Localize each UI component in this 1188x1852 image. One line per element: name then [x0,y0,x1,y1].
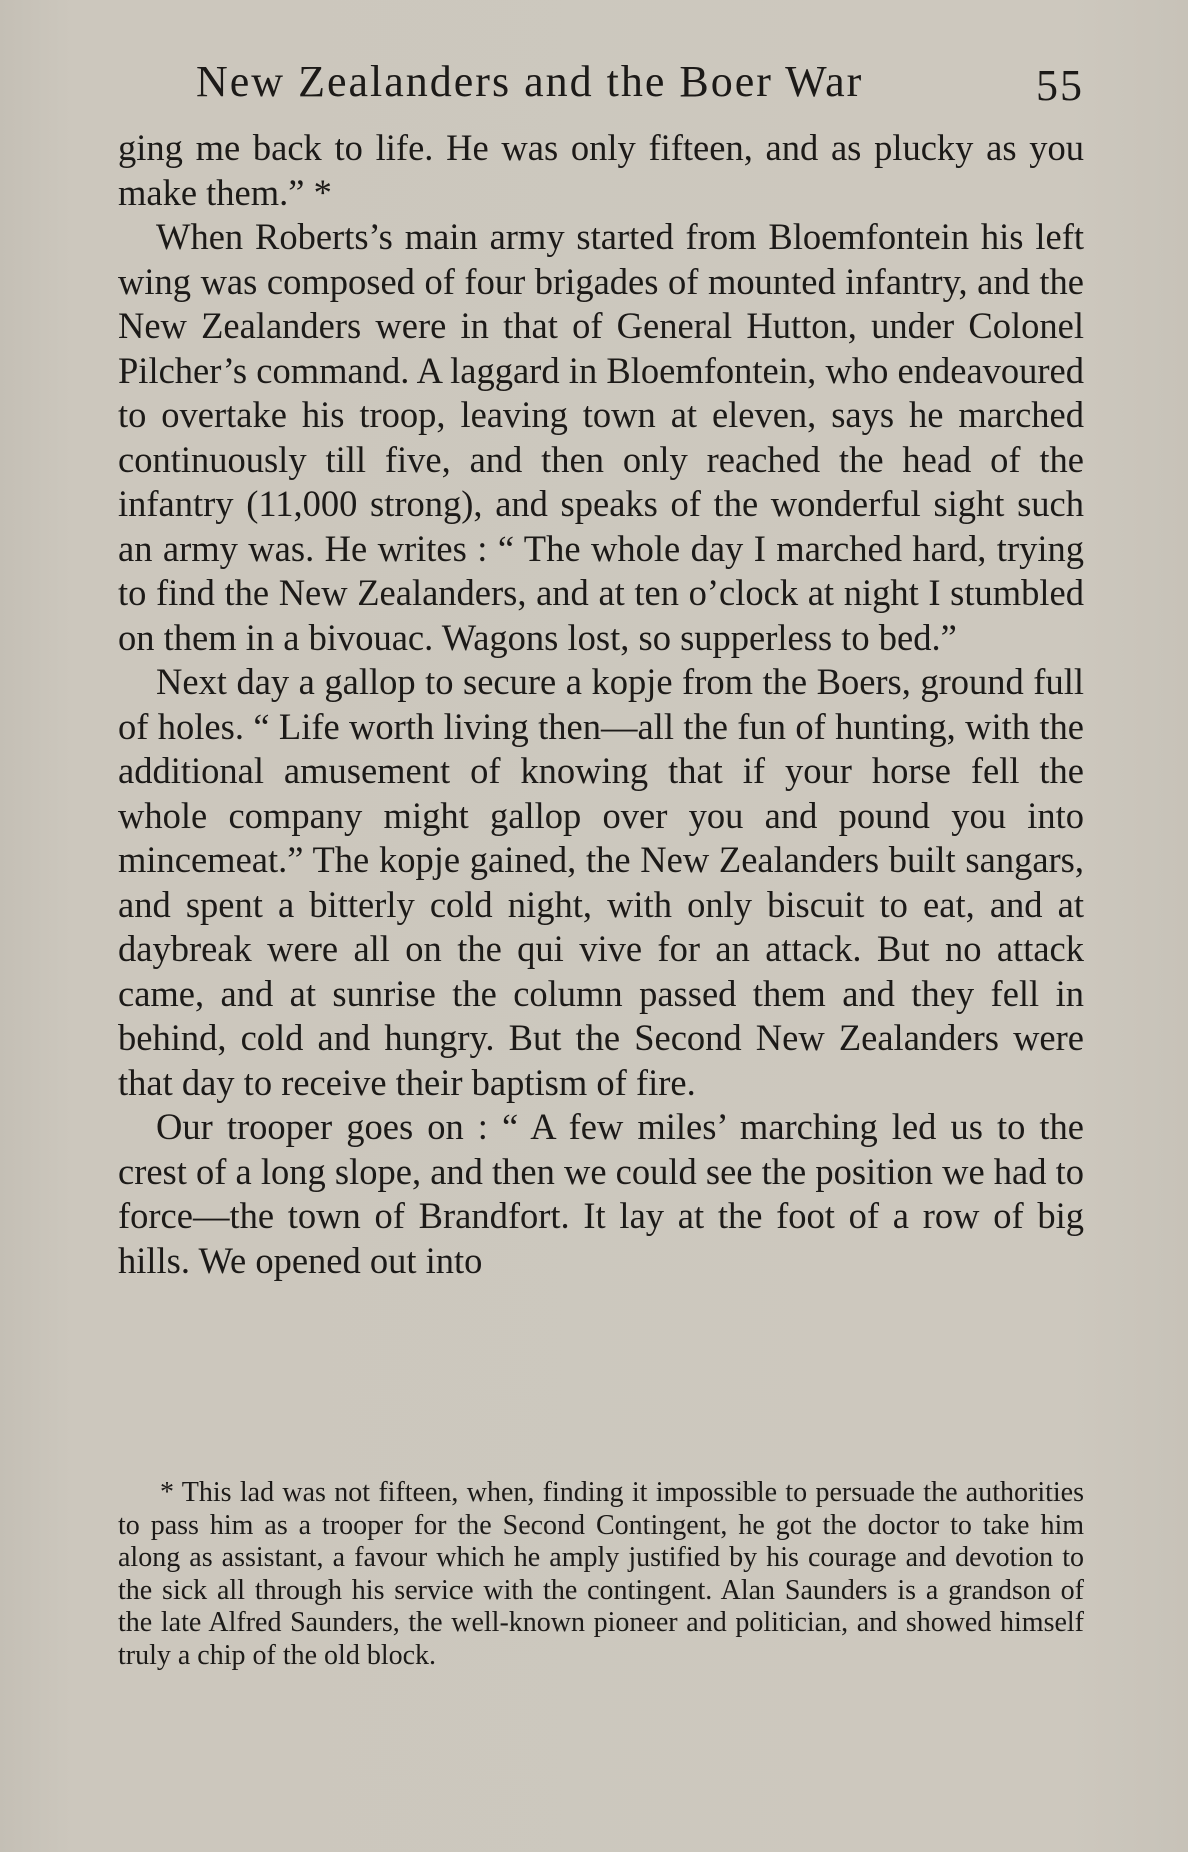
page-number: 55 [1036,61,1084,110]
running-header [196,52,1084,112]
paragraph: Our trooper goes on : “ A few miles’ marching led us to the crest of a long slope, and then we could see the position we had to force—the town of Brandfort. It lay at the foot of a row of big hills. We opened out into [118,1106,1084,1281]
footnote-text: * This lad was not fifteen, when, finding it impossible to persuade the authorities to pass him as a trooper for the Second Contingent, he got the doctor to take him along as assistant, a favour which he amply justified by his courage and devotion to the sick all through his service with the contingent. Alan Saunders is a grandson of the late Alfred Saunders, the well-known pioneer and politician, and showed himself truly a chip of the old block. [118,1477,1084,1671]
paragraph: Next day a gallop to secure a kopje from the Boers, ground full of holes. “ Life worth living then—all the fun of hunting, with the additional amusement of knowing that if your horse fell the whole company might gallop over you and pound you into mincemeat.” The kopje gained, the New Zealanders built sangars, and spent a bitterly cold night, with only biscuit to eat, and at daybreak were all on the qui vive for an attack. But no attack came, and at sunrise the column passed them and they fell in behind, cold and hungry. But the Second New Zealanders were that day to receive their baptism of fire. [118,661,1084,1103]
paragraph-continued: ging me back to life. He was only fifteen, and as plucky as you make them.” * [118,127,1084,213]
main-text [118,126,1084,1283]
running-title: New Zealanders and the Boer War [196,57,864,106]
paragraph: When Roberts’s main army started from Bloemfontein his left wing was composed of four brigades of mounted infantry, and the New Zealanders were in that of General Hutton, under Colonel Pilcher’s command. A laggard in Bloemfontein, who endeavoured to overtake his troop, leaving town at eleven, says he marched continuously till five, and then only reached the head of the infantry (11,000 strong), and speaks of the wonderful sight such an army was. He writes : “ The whole day I marched hard, trying to find the New Zealanders, and at ten o’clock at night I stumbled on them in a bivouac. Wagons lost, so supperless to bed.” [118,216,1084,658]
footnote [118,1477,1084,1673]
